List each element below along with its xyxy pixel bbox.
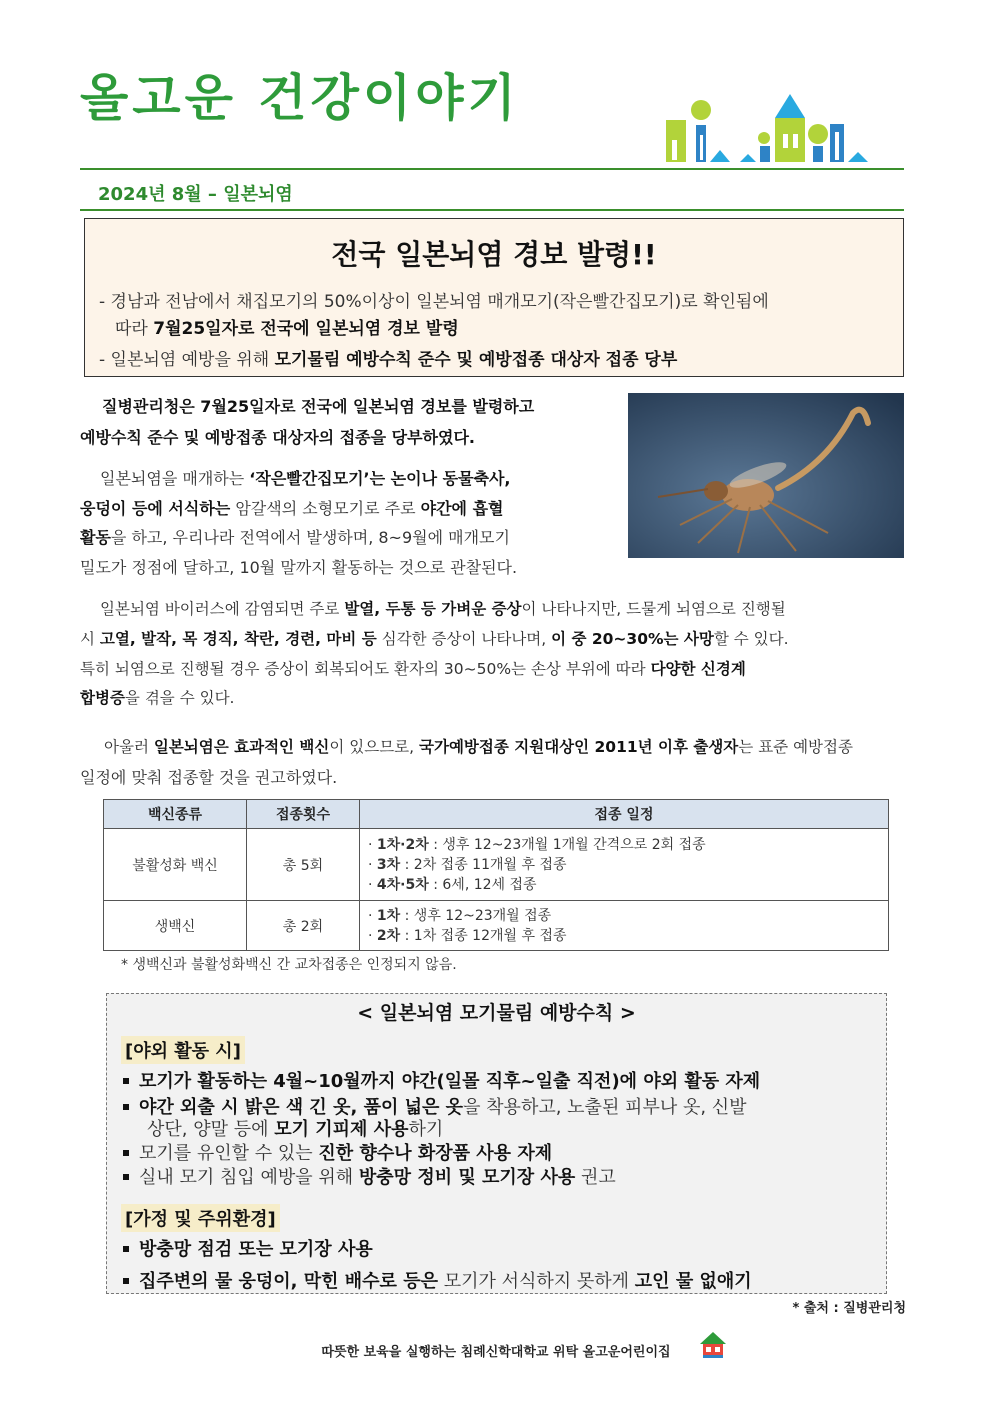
table-footnote: * 생백신과 불활성화백신 간 교차접종은 인정되지 않음. bbox=[121, 957, 457, 973]
para4-l1-e: 는 표준 예방접종 bbox=[738, 738, 853, 756]
schedule-dose: 3차 bbox=[376, 856, 401, 873]
outdoor-rule-2-cont-c: 하기 bbox=[408, 1119, 444, 1140]
outdoor-rule-4-c: 권고 bbox=[575, 1167, 616, 1188]
alert-item-1: - 경남과 전남에서 채집모기의 50%이상이 일본뇌염 매개모기(작은빨간집모기)로 확인됨에 bbox=[99, 292, 769, 312]
schedule-text: : 1차 접종 12개월 후 접종 bbox=[400, 927, 567, 944]
para2-line4: 밀도가 정점에 달하고, 10월 말까지 활동하는 것으로 관찰된다. bbox=[80, 558, 518, 577]
schedule-text: : 생후 12~23개월 1개월 간격으로 2회 접종 bbox=[428, 836, 706, 853]
home-rule-1-text: 방충망 점검 또는 모기장 사용 bbox=[139, 1239, 373, 1260]
para2-line2 bbox=[80, 496, 503, 519]
source-note: * 출처 : 질병관리청 bbox=[792, 1301, 906, 1316]
para3-l1-a: 일본뇌염 바이러스에 감염되면 주로 bbox=[100, 600, 345, 618]
schedule-dose: 4차·5차 bbox=[376, 876, 429, 893]
alert-item-1-bold: 7월25일자로 전국에 일본뇌염 경보 발령 bbox=[153, 319, 459, 339]
village-decoration-icon bbox=[660, 90, 875, 168]
para3-line1 bbox=[100, 597, 786, 619]
schedule-line: · 1차·2차 : 생후 12~23개월 1개월 간격으로 2회 접종 bbox=[368, 836, 706, 853]
outdoor-rule-2-cont bbox=[147, 1115, 443, 1141]
outdoor-section-label: [야외 활동 시] bbox=[121, 1036, 245, 1064]
para3-l3-a: 특히 뇌염으로 진행될 경우 증상이 회복되어도 환자의 30~50%는 손상 부위에 따라 bbox=[80, 660, 651, 678]
bullet-mark bbox=[123, 1278, 129, 1284]
outdoor-rule-2-cont-a: 상단, 양말 등에 bbox=[147, 1119, 275, 1140]
alert-item-2-bold: 모기물림 예방수칙 준수 및 예방접종 대상자 접종 당부 bbox=[274, 350, 678, 370]
bullet-mark bbox=[123, 1174, 129, 1180]
issue-subtitle: 2024년 8월 – 일본뇌염 bbox=[98, 184, 293, 205]
para4-l1-b: 일본뇌염은 효과적인 백신 bbox=[153, 738, 330, 756]
para2-l2-c: 야간에 흡혈 bbox=[420, 499, 504, 518]
outdoor-rule-3 bbox=[121, 1139, 552, 1165]
para4-l1-a: 아울러 bbox=[104, 738, 154, 756]
dose-count-cell: 총 2회 bbox=[247, 901, 360, 951]
para2-l3-a: 활동 bbox=[80, 528, 111, 547]
para2-l2-a: 웅덩이 등에 서식하는 bbox=[80, 499, 231, 518]
schedule-text: : 생후 12~23개월 접종 bbox=[400, 907, 552, 924]
para4-line1 bbox=[104, 735, 853, 757]
para3-l2-c: 심각한 증상이 나타나며, bbox=[376, 630, 552, 648]
alert-item-1-prefix: 따라 bbox=[115, 319, 154, 339]
para1-line2 bbox=[80, 425, 475, 448]
outdoor-rule-3-b: 진한 향수나 화장품 사용 자제 bbox=[318, 1143, 553, 1164]
schedule-text: : 6세, 12세 접종 bbox=[428, 876, 537, 893]
schedule-dose: 1차·2차 bbox=[376, 836, 429, 853]
home-section-label: [가정 및 주위환경] bbox=[121, 1204, 280, 1232]
header-rule-top bbox=[80, 168, 904, 170]
vaccine-type-cell: 생백신 bbox=[104, 901, 247, 951]
schedule-line: · 1차 : 생후 12~23개월 접종 bbox=[368, 907, 552, 924]
para1-line1 bbox=[102, 394, 534, 417]
home-rule-2-c: 고인 물 없애기 bbox=[634, 1271, 752, 1292]
schedule-line: · 2차 : 1차 접종 12개월 후 접종 bbox=[368, 927, 567, 944]
para3-l1-b: 발열, 두통 등 가벼운 증상 bbox=[344, 600, 522, 618]
para2-l3-b: 을 하고, 우리나라 전역에서 발생하며, 8~9월에 매개모기 bbox=[110, 528, 510, 547]
alert-item-2-prefix: - 일본뇌염 예방을 위해 bbox=[99, 350, 275, 370]
rules-title: < 일본뇌염 모기물림 예방수칙 > bbox=[357, 1002, 636, 1024]
bullet-mark bbox=[123, 1150, 129, 1156]
table-header-row bbox=[104, 800, 889, 829]
vaccine-type-cell: 불활성화 백신 bbox=[104, 829, 247, 901]
house-logo-icon bbox=[698, 1330, 728, 1360]
home-rule-1 bbox=[121, 1235, 373, 1261]
bullet-mark bbox=[123, 1104, 129, 1110]
para2-l1-b: ‘작은빨간집모기’는 논이나 동물축사, bbox=[249, 469, 511, 488]
dose-count-cell: 총 5회 bbox=[247, 829, 360, 901]
bullet-mark bbox=[123, 1246, 129, 1252]
para3-line4 bbox=[80, 686, 234, 708]
schedule-line: · 4차·5차 : 6세, 12세 접종 bbox=[368, 876, 537, 893]
para4-l1-d: 국가예방접종 지원대상인 2011년 이후 출생자 bbox=[419, 738, 739, 756]
para3-l2-a: 시 bbox=[80, 630, 100, 648]
home-rule-2-a: 집주변의 물 웅덩이, 막힌 배수로 등은 bbox=[139, 1271, 438, 1292]
mosquito-photo bbox=[628, 393, 904, 558]
alert-box bbox=[84, 218, 904, 377]
para3-line3 bbox=[80, 657, 746, 679]
outdoor-rule-2-bold: 야간 외출 시 밝은 색 긴 옷, 품이 넓은 옷 bbox=[139, 1097, 464, 1118]
alert-item-1-cont bbox=[115, 314, 459, 339]
schedule-dose: 2차 bbox=[376, 927, 401, 944]
outdoor-rule-1-text: 모기가 활동하는 4월~10월까지 야간(일몰 직후~일출 직전)에 야외 활동 자제 bbox=[139, 1071, 761, 1092]
table-row bbox=[104, 829, 889, 901]
para2-line3 bbox=[80, 525, 510, 548]
para3-line2 bbox=[80, 627, 789, 649]
outdoor-rule-2-cont-b: 모기 기피제 사용 bbox=[274, 1119, 409, 1140]
home-rule-2 bbox=[121, 1267, 752, 1293]
alert-item-2 bbox=[99, 345, 677, 370]
schedule-cell bbox=[360, 901, 889, 951]
table-row bbox=[104, 901, 889, 951]
outdoor-rule-2-text: 을 착용하고, 노출된 피부나 옷, 신발 bbox=[463, 1097, 747, 1118]
para3-l4-a: 합병증 bbox=[80, 689, 125, 707]
header-rule-bottom bbox=[80, 209, 904, 211]
outdoor-rule-1 bbox=[121, 1067, 760, 1093]
alert-title: 전국 일본뇌염 경보 발령!! bbox=[331, 238, 657, 271]
para2-line1 bbox=[100, 466, 511, 489]
schedule-dose: 1차 bbox=[376, 907, 401, 924]
para3-l1-c: 이 나타나지만, 드물게 뇌염으로 진행될 bbox=[521, 600, 786, 618]
home-rule-2-b: 모기가 서식하지 못하게 bbox=[438, 1271, 635, 1292]
schedule-cell bbox=[360, 829, 889, 901]
para1-line1-text: 질병관리청은 7월25일자로 전국에 일본뇌염 경보를 발령하고 bbox=[102, 397, 535, 416]
schedule-line: · 3차 : 2차 접종 11개월 후 접종 bbox=[368, 856, 567, 873]
outdoor-rule-4 bbox=[121, 1163, 616, 1189]
para3-l3-b: 다양한 신경계 bbox=[650, 660, 746, 678]
para1-line2-text: 예방수칙 준수 및 예방접종 대상자의 접종을 당부하였다. bbox=[80, 428, 475, 447]
para3-l4-b: 을 겪을 수 있다. bbox=[124, 689, 235, 707]
prevention-rules-box bbox=[106, 993, 887, 1294]
vaccine-schedule-table bbox=[103, 799, 889, 951]
table-header-cell: 백신종류 bbox=[104, 800, 247, 829]
outdoor-rule-4-b: 방충망 정비 및 모기장 사용 bbox=[358, 1167, 576, 1188]
outdoor-rule-3-a: 모기를 유인할 수 있는 bbox=[139, 1143, 319, 1164]
bullet-mark bbox=[123, 1078, 129, 1084]
footer-text: 따뜻한 보육을 실행하는 침례신학대학교 위탁 올고운어린이집 bbox=[321, 1345, 671, 1360]
table-header-cell: 접종 일정 bbox=[360, 800, 889, 829]
masthead-title: 올고운 건강이야기 bbox=[80, 69, 520, 127]
para4-line2: 일정에 맞춰 접종할 것을 권고하였다. bbox=[80, 768, 338, 787]
para3-l2-d: 이 중 20~30%는 사망 bbox=[551, 630, 714, 648]
schedule-text: : 2차 접종 11개월 후 접종 bbox=[400, 856, 567, 873]
para2-l1-a: 일본뇌염을 매개하는 bbox=[100, 469, 250, 488]
para3-l2-b: 고열, 발작, 목 경직, 착란, 경련, 마비 등 bbox=[99, 630, 377, 648]
para4-l1-c: 이 있으므로, bbox=[329, 738, 420, 756]
table-header-cell: 접종횟수 bbox=[247, 800, 360, 829]
outdoor-rule-4-a: 실내 모기 침입 예방을 위해 bbox=[139, 1167, 359, 1188]
para2-l2-b: 암갈색의 소형모기로 주로 bbox=[230, 499, 421, 518]
para3-l2-e: 할 수 있다. bbox=[713, 630, 789, 648]
